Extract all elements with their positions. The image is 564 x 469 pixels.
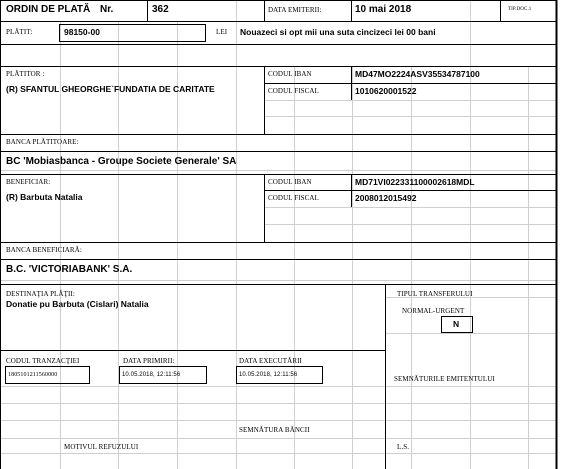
receipt-date: 10.05.2018, 12:11:56 xyxy=(122,372,181,378)
execution-date-label: DATA EXECUTĂRII xyxy=(239,357,302,365)
beneficiary-iban: MD71VI022331100002618MDL xyxy=(355,177,475,187)
amount-value: 98150-00 xyxy=(64,27,100,37)
transfer-mode-label: NORMAL-URGENT xyxy=(402,307,465,315)
amount-label: PLĂTIT: xyxy=(6,28,33,36)
beneficiary-bank-name: B.C. 'VICTORIABANK' S.A. xyxy=(6,264,133,275)
beneficiary-name: (R) Barbuta Natalia xyxy=(6,192,83,202)
payment-purpose: Donatie pu Barbuta (Cislari) Natalia xyxy=(6,299,149,309)
issuer-signatures-label: SEMNĂTURILE EMITENTULUI xyxy=(394,375,495,383)
payer-bank-label: BANCA PLĂTITOARE: xyxy=(6,138,79,146)
transfer-type-value: N xyxy=(453,319,460,329)
order-number: 362 xyxy=(152,4,169,15)
beneficiary-iban-label: CODUL IBAN xyxy=(268,178,312,186)
amount-in-words: Nouazeci si opt mii una suta cincizeci lei 00 bani xyxy=(240,27,436,37)
issue-date: 10 mai 2018 xyxy=(355,4,412,15)
payer-fiscal-label: CODUL FISCAL xyxy=(268,87,319,95)
beneficiary-fiscal-code: 2008012015492 xyxy=(355,193,417,203)
payer-bank-name: BC 'Mobiasbanca - Groupe Societe Generale' SA xyxy=(6,156,237,167)
payer-iban: MD47MO2224ASV35534787100 xyxy=(355,69,480,79)
document-type-code: TIP.DOC.1 xyxy=(508,7,532,12)
number-label: Nr. xyxy=(100,4,114,15)
seal-label: L.S. xyxy=(397,443,410,451)
currency-label: LEI xyxy=(216,28,228,36)
transaction-code-label: CODUL TRANZACŢIEI xyxy=(6,357,80,365)
receipt-date-label: DATA PRIMIRII: xyxy=(123,357,175,365)
payment-purpose-label: DESTINAŢIA PLĂŢII: xyxy=(6,290,75,298)
beneficiary-label: BENEFICIAR: xyxy=(6,178,51,186)
payer-iban-label: CODUL IBAN xyxy=(268,70,312,78)
transaction-code: 1805101211560000 xyxy=(8,372,58,378)
transfer-type-label: TIPUL TRANSFERULUI xyxy=(397,290,473,298)
bank-signature-label: SEMNĂTURA BĂNCII xyxy=(239,426,310,434)
payer-name: (R) SFANTUL GHEORGHE`FUNDATIA DE CARITATE xyxy=(6,84,215,94)
payer-fiscal-code: 1010620001522 xyxy=(355,86,417,96)
beneficiary-bank-label: BANCA BENEFICIARĂ: xyxy=(6,246,82,254)
beneficiary-fiscal-label: CODUL FISCAL xyxy=(268,194,319,202)
form-title: ORDIN DE PLATĂ xyxy=(6,4,91,15)
refusal-reason-label: MOTIVUL REFUZULUI xyxy=(64,443,139,451)
execution-date: 10.05.2018, 12:11:56 xyxy=(239,372,298,378)
issue-date-label: DATA EMITERII: xyxy=(268,6,322,14)
payer-label: PLĂTITOR : xyxy=(6,70,45,78)
